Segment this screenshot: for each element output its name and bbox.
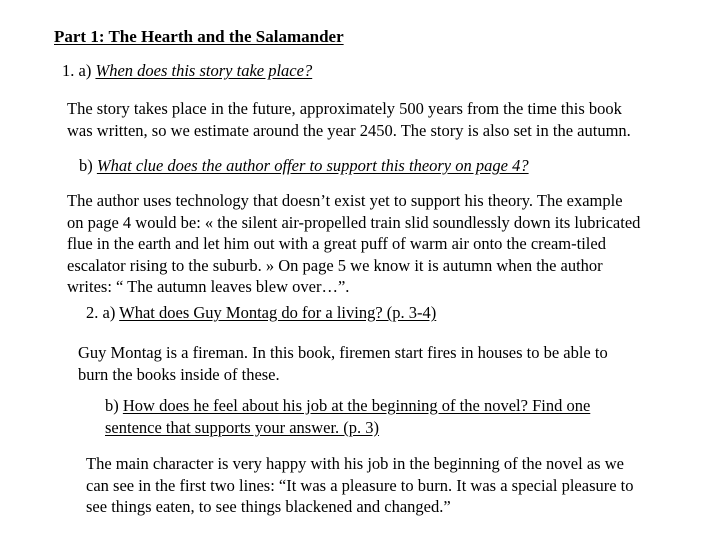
- question-1a-label: 1. a): [62, 61, 96, 80]
- answer-line: escalator rising to the suburb. » On page 5 we know it is autumn when the author: [67, 255, 603, 275]
- answer-line: was written, so we estimate around the year 2450. The story is also set in the autumn.: [67, 120, 631, 140]
- question-1b-text: What clue does the author offer to support this theory on page 4?: [96, 156, 529, 175]
- answer-line: The main character is very happy with his job in the beginning of the novel as we: [86, 454, 624, 473]
- question-2b-text: How does he feel about his job at the beginning of the novel? Find one: [122, 396, 591, 415]
- question-2a: [86, 302, 436, 324]
- answer-line: on page 4 would be: « the silent air-propelled train slid soundlessly down its lubricated: [67, 212, 641, 232]
- question-2b: [105, 395, 590, 438]
- answer-1b: [67, 190, 640, 298]
- answer-line: The author uses technology that doesn’t exist yet to support his theory. The example: [67, 191, 623, 210]
- question-1b-label: b): [79, 156, 97, 175]
- question-1a: [62, 60, 312, 82]
- question-2a-text: What does Guy Montag do for a living? (p. 3-4): [119, 303, 437, 322]
- question-1b: [79, 155, 529, 177]
- question-2a-label: 2. a): [86, 303, 120, 322]
- answer-line: Guy Montag is a fireman. In this book, firemen start fires in houses to be able to: [78, 343, 608, 362]
- answer-2a: [78, 342, 608, 385]
- answer-line: burn the books inside of these.: [78, 364, 280, 384]
- question-2b-text: sentence that supports your answer. (p. 3): [105, 417, 380, 437]
- answer-line: writes: “ The autumn leaves blew over…”.: [67, 277, 350, 296]
- answer-line: can see in the first two lines: “It was a pleasure to burn. It was a special pleasure to: [86, 475, 634, 495]
- page-title: Part 1: The Hearth and the Salamander: [54, 27, 344, 46]
- answer-line: flue in the earth and let him out with a great puff of warm air onto the cream-tiled: [67, 234, 606, 253]
- answer-line: see things eaten, to see things blackened and changed.”: [86, 497, 451, 516]
- answer-1a: [67, 98, 631, 141]
- question-2b-label: b): [105, 396, 123, 415]
- question-1a-text: When does this story take place?: [95, 61, 313, 80]
- answer-2b: [86, 453, 634, 518]
- answer-line: The story takes place in the future, approximately 500 years from the time this book: [67, 99, 622, 118]
